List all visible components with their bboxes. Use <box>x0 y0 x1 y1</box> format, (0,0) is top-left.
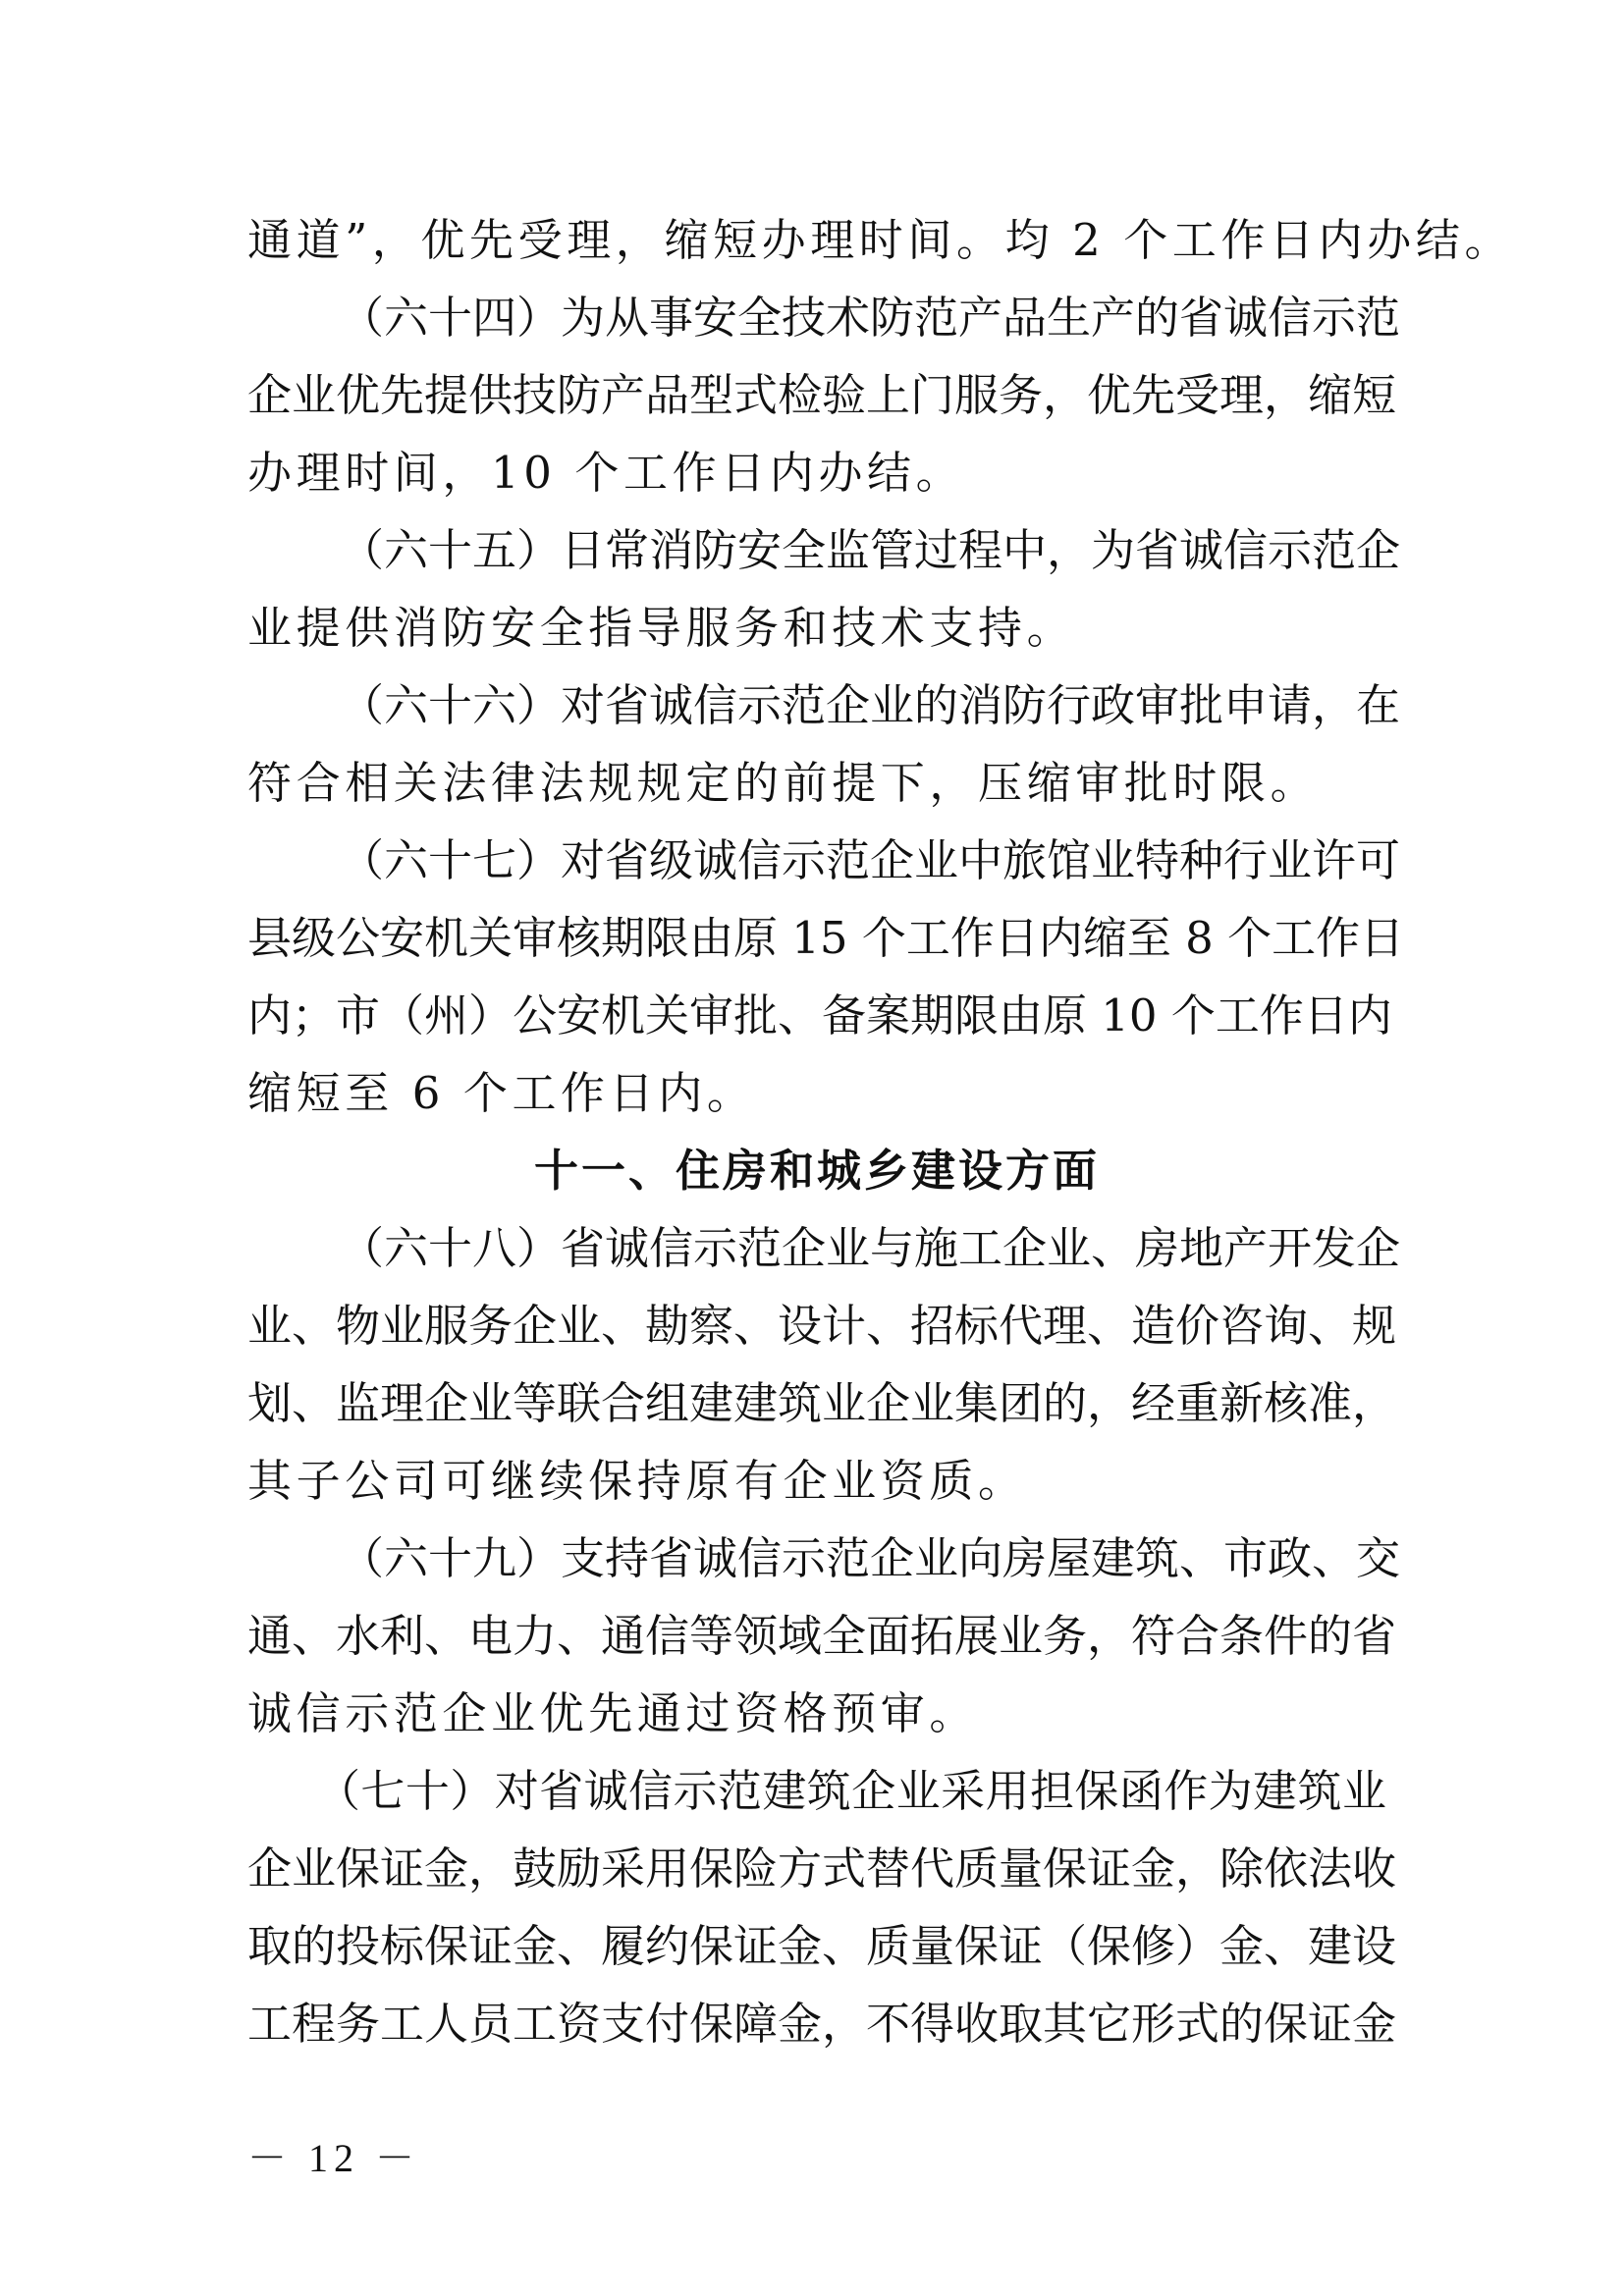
paragraph-66-line: （六十六）对省诚信示范企业的消防行政审批申请，在 <box>340 679 1401 731</box>
paragraph-68-line: （六十八）省诚信示范企业与施工企业、房地产开发企 <box>340 1222 1401 1274</box>
paragraph-68-line: 划、监理企业等联合组建建筑业企业集团的，经重新核准， <box>247 1377 1397 1429</box>
paragraph-67-line: 县级公安机关审核期限由原 15 个工作日内缩至 8 个工作日 <box>247 912 1405 964</box>
paragraph-70-line: （七十）对省诚信示范建筑企业采用担保函作为建筑业 <box>316 1765 1386 1817</box>
paragraph-64-line: （六十四）为从事安全技术防范产品生产的省诚信示范 <box>340 292 1401 344</box>
paragraph-70-line: 工程务工人员工资支付保障金，不得收取其它形式的保证金 <box>247 1998 1397 2050</box>
paragraph-68-line: 其子公司可继续保持原有企业资质。 <box>247 1455 1027 1507</box>
page-number: － 12 － <box>247 2136 420 2180</box>
paragraph-64-line: 办理时间，10 个工作日内办结。 <box>247 447 965 499</box>
paragraph-65-line: 业提供消防安全指导服务和技术支持。 <box>247 602 1076 654</box>
paragraph-66-line: 符合相关法律法规规定的前提下，压缩审批时限。 <box>247 757 1320 809</box>
text-line: 通道”，优先受理，缩短办理时间。均 2 个工作日内办结。 <box>247 214 1514 266</box>
paragraph-67-line: 缩短至 6 个工作日内。 <box>247 1067 756 1119</box>
paragraph-68-line: 业、物业服务企业、勘察、设计、招标代理、造价咨询、规 <box>247 1300 1397 1352</box>
paragraph-65-line: （六十五）日常消防安全监管过程中，为省诚信示范企 <box>340 524 1401 576</box>
paragraph-67-line: （六十七）对省级诚信示范企业中旅馆业特种行业许可 <box>340 834 1401 886</box>
section-heading: 十一、住房和城乡建设方面 <box>533 1145 1100 1197</box>
paragraph-70-line: 企业保证金，鼓励采用保险方式替代质量保证金，除依法收 <box>247 1842 1397 1895</box>
paragraph-70-line: 取的投标保证金、履约保证金、质量保证（保修）金、建设 <box>247 1920 1397 1972</box>
document-body <box>247 201 1514 2062</box>
paragraph-69-line: 诚信示范企业优先通过资格预审。 <box>247 1687 979 1739</box>
paragraph-67-line: 内；市（州）公安机关审批、备案期限由原 10 个工作日内 <box>247 989 1392 1041</box>
paragraph-69-line: 通、水利、电力、通信等领域全面拓展业务，符合条件的省 <box>247 1610 1397 1662</box>
paragraph-69-line: （六十九）支持省诚信示范企业向房屋建筑、市政、交 <box>340 1532 1401 1584</box>
paragraph-64-line: 企业优先提供技防产品型式检验上门服务，优先受理，缩短 <box>247 369 1397 421</box>
